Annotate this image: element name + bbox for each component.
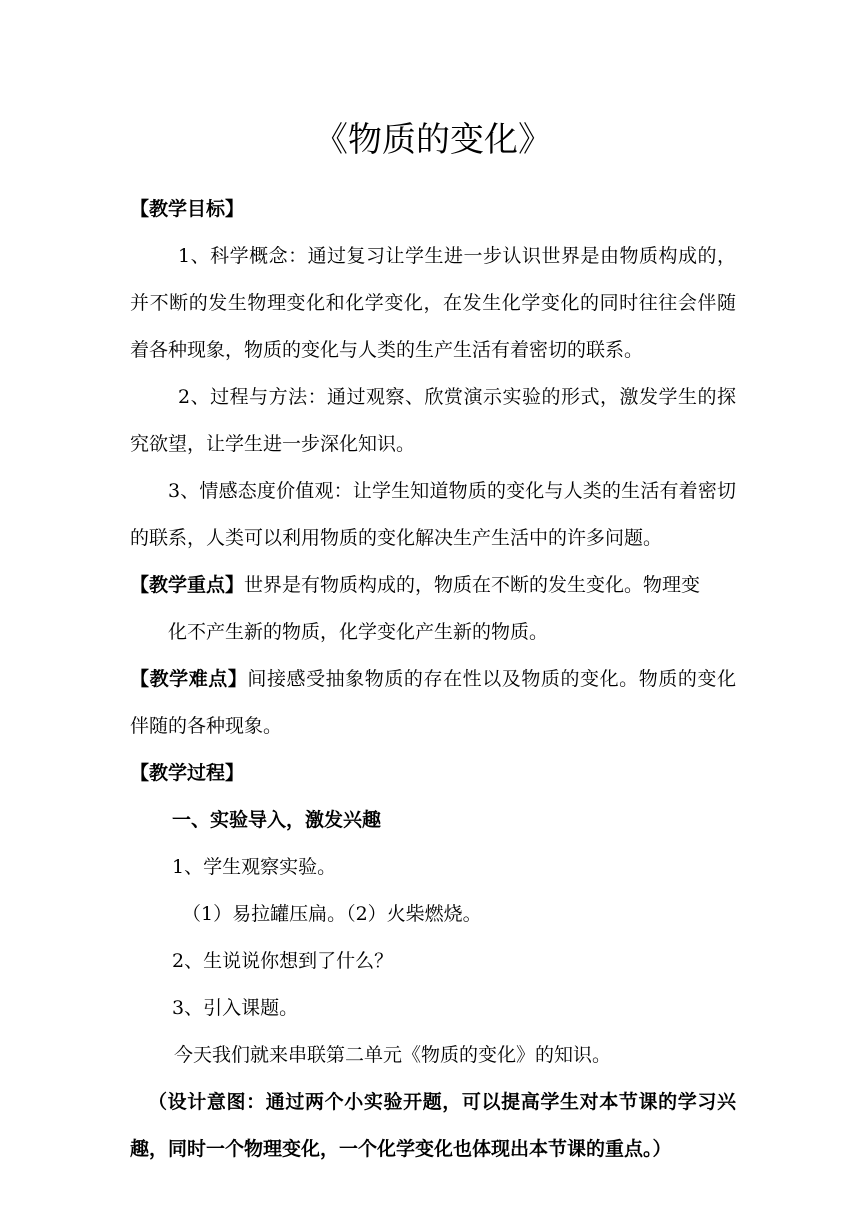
process-step-3: 3、引入课题。 bbox=[172, 997, 299, 1019]
objective-item-1: 1、科学概念：通过复习让学生进一步认识世界是由物质构成的，并不断的发生物理变化和化学变化，在发生化学变化的同时往往会伴随着各种现象，物质的变化与人类的生产生活有着密切的联系。 bbox=[130, 245, 736, 361]
process-step-2: 2、生说说你想到了什么？ bbox=[172, 950, 394, 972]
difficulties-text: 间接感受抽象物质的存在性以及物质的变化。物质的变化伴随的各种现象。 bbox=[130, 668, 736, 737]
objectives-heading: 【教学目标】 bbox=[130, 198, 245, 220]
key-points-continuation: 化不产生新的物质，化学变化产生新的物质。 bbox=[168, 621, 549, 643]
document-title: 《物质的变化》 bbox=[314, 120, 552, 160]
objective-item-3: 3、情感态度价值观：让学生知道物质的变化与人类的生活有着密切的联系，人类可以利用物质的变化解决生产生活中的许多问题。 bbox=[130, 480, 736, 549]
difficulties-paragraph bbox=[130, 656, 736, 750]
process-heading: 【教学过程】 bbox=[130, 762, 245, 784]
process-section-1: 一、实验导入，激发兴趣 bbox=[172, 809, 382, 831]
key-points-text: 世界是有物质构成的，物质在不断的发生变化。物理变 bbox=[244, 574, 701, 596]
key-points-label: 【教学重点】 bbox=[130, 574, 245, 596]
process-step-1-detail: （1）易拉罐压扁。（2）火柴燃烧。 bbox=[182, 903, 482, 925]
difficulties-label: 【教学难点】 bbox=[130, 668, 248, 690]
process-intro-text: 今天我们就来串联第二单元《物质的变化》的知识。 bbox=[174, 1044, 612, 1066]
key-points-paragraph bbox=[130, 562, 736, 609]
design-intent-note: （设计意图：通过两个小实验开题，可以提高学生对本节课的学习兴趣，同时一个物理变化，一个化学变化也体现出本节课的重点。） bbox=[130, 1091, 736, 1160]
objective-item-2: 2、过程与方法：通过观察、欣赏演示实验的形式，激发学生的探究欲望，让学生进一步深化知识。 bbox=[130, 386, 736, 455]
process-step-1: 1、学生观察实验。 bbox=[172, 856, 337, 878]
